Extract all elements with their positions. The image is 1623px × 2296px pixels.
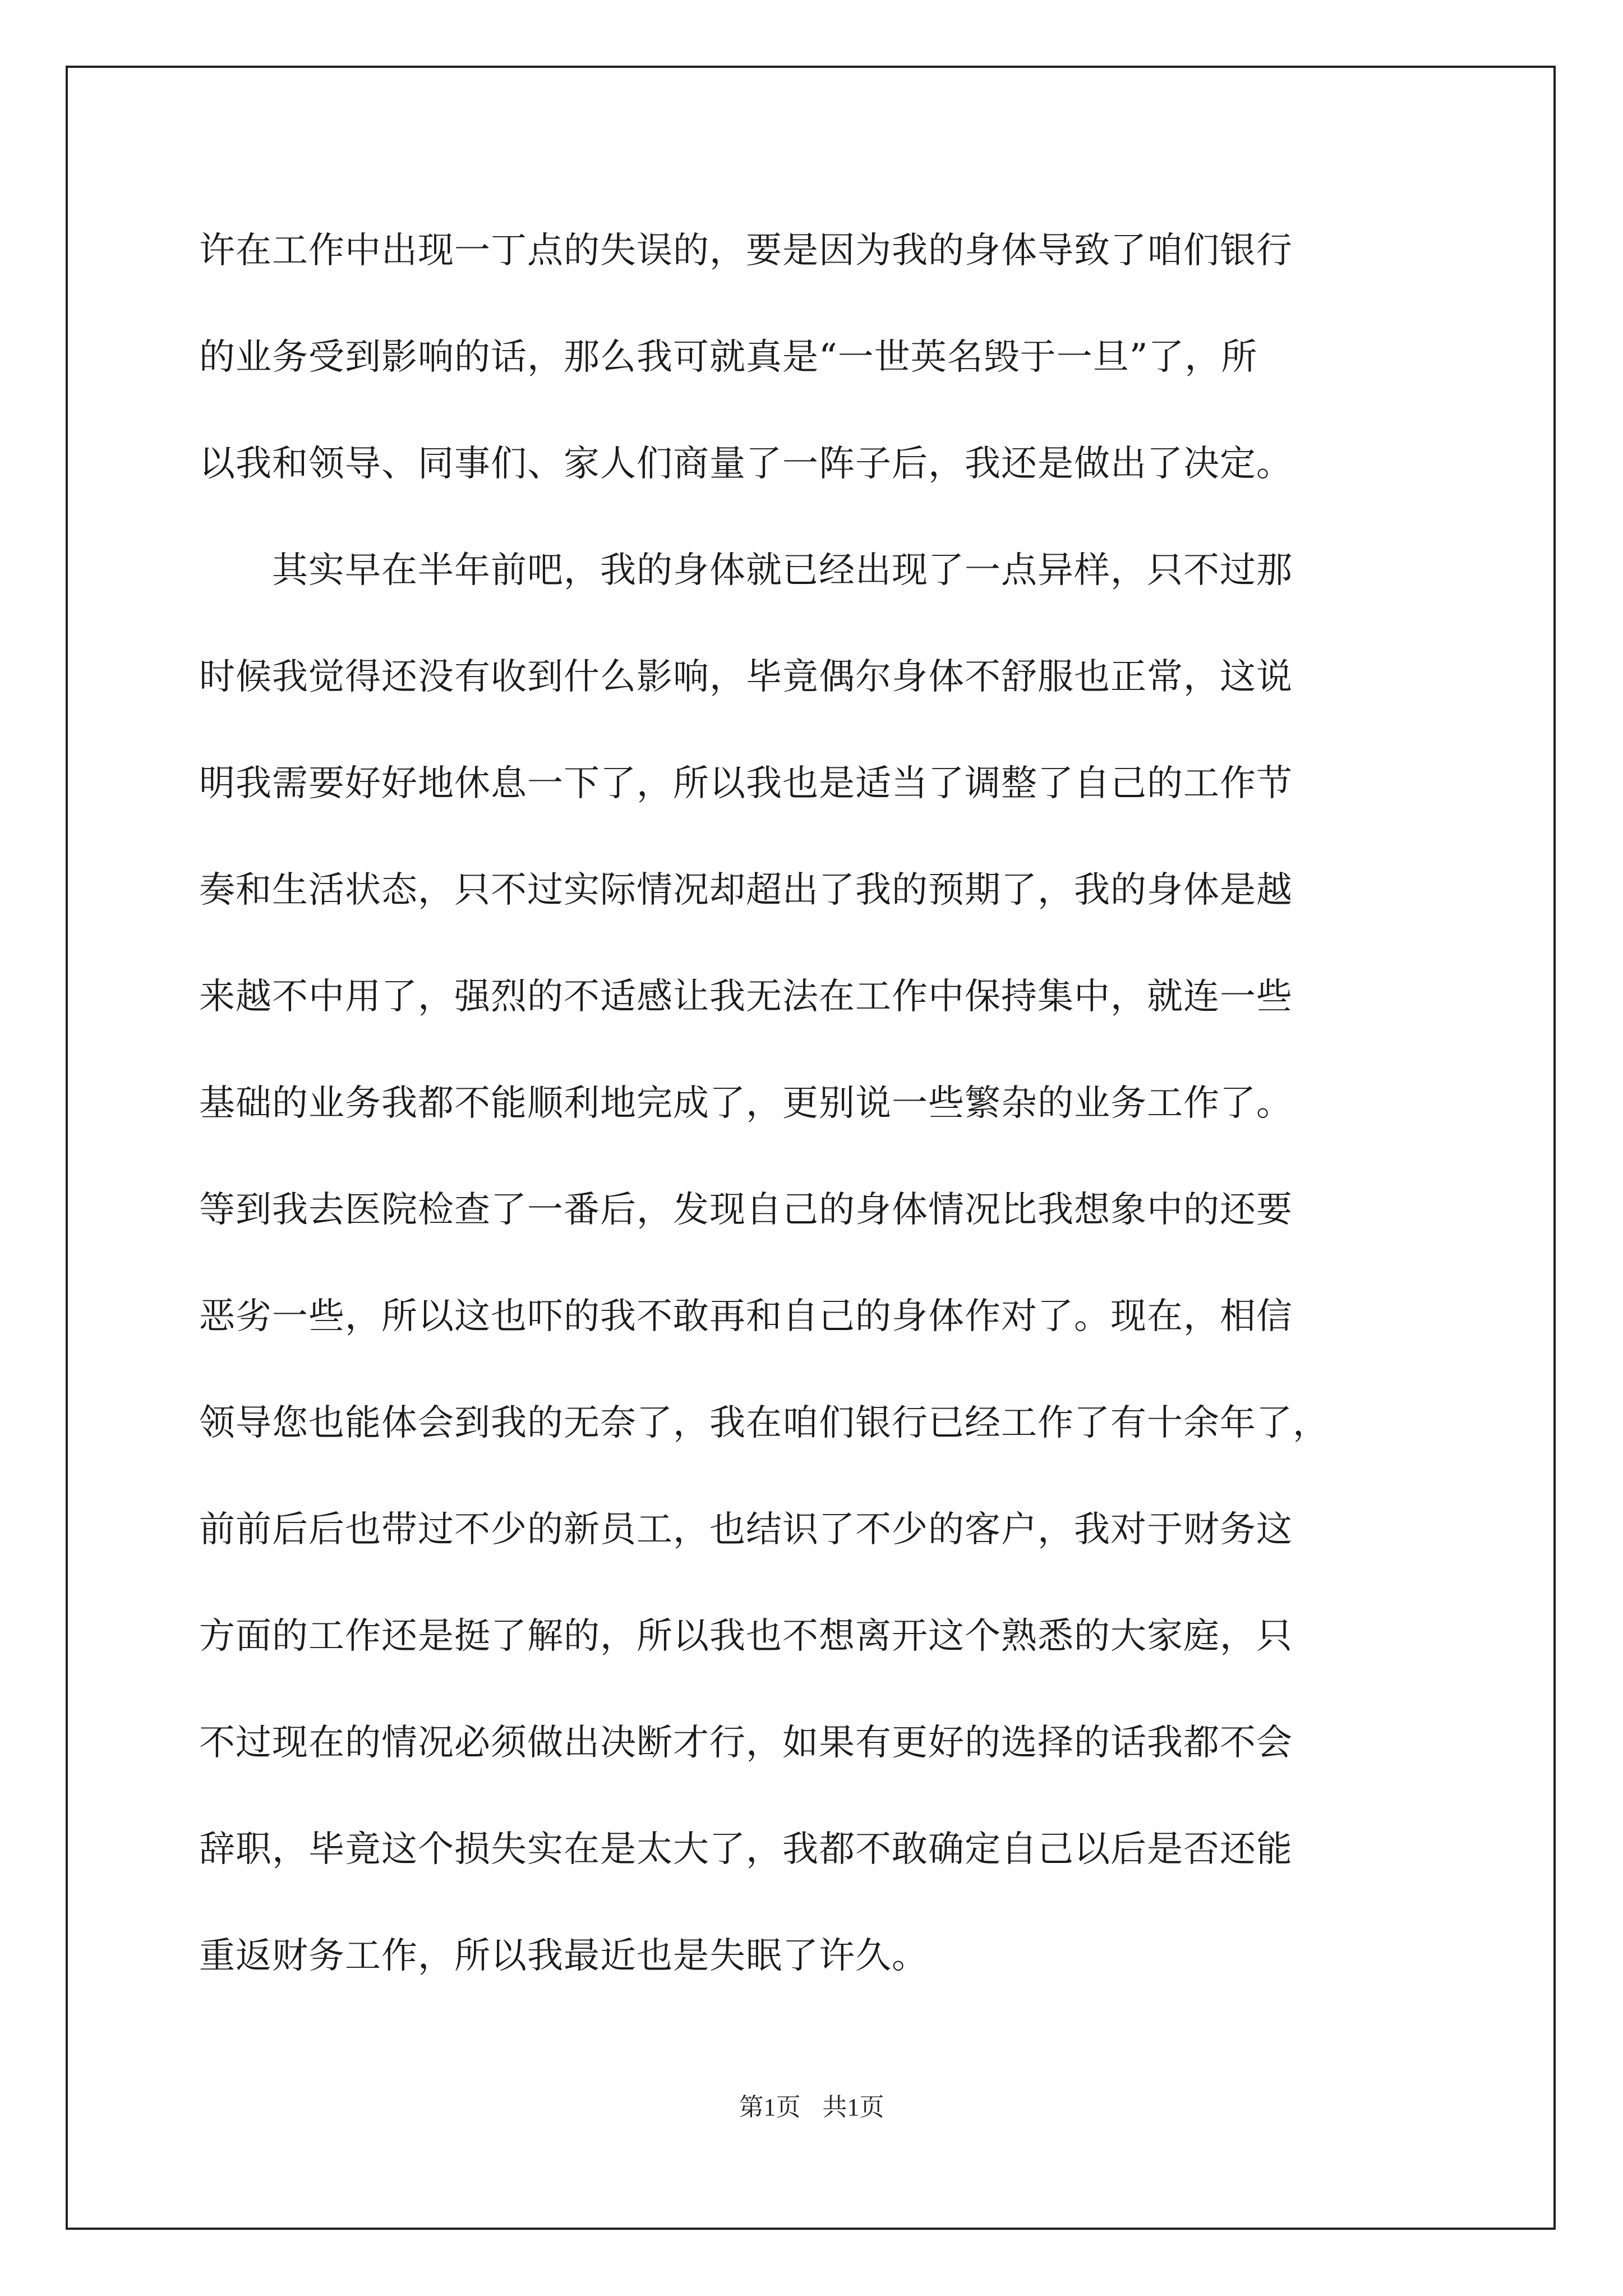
- text-line: 许在工作中出现一丁点的失误的，要是因为我的身体导致了咱们银行: [199, 230, 1293, 272]
- text-line: 来越不中用了，强烈的不适感让我无法在工作中保持集中，就连一些: [199, 976, 1293, 1018]
- text-line: 前前后后也带过不少的新员工，也结识了不少的客户，我对于财务这: [199, 1509, 1293, 1550]
- text-line: 方面的工作还是挺了解的，所以我也不想离开这个熟悉的大家庭，只: [199, 1616, 1293, 1657]
- text-line: 领导您也能体会到我的无奈了，我在咱们银行已经工作了有十余年了，: [199, 1402, 1329, 1444]
- text-line: 恶劣一些，所以这也吓的我不敢再和自己的身体作对了。现在，相信: [199, 1296, 1293, 1337]
- text-line: 奏和生活状态，只不过实际情况却超出了我的预期了，我的身体是越: [199, 869, 1293, 911]
- text-line: 明我需要好好地休息一下了，所以我也是适当了调整了自己的工作节: [199, 763, 1293, 804]
- text-line: 基础的业务我都不能顺利地完成了，更别说一些繁杂的业务工作了。: [199, 1083, 1293, 1124]
- page-total: 共1页: [822, 2093, 884, 2121]
- text-line: 的业务受到影响的话，那么我可就真是“一世英名毁于一旦”了，所: [199, 337, 1258, 378]
- text-line: 辞职，毕竟这个损失实在是太大了，我都不敢确定自己以后是否还能: [199, 1829, 1293, 1870]
- text-line: 不过现在的情况必须做出决断才行，如果有更好的选择的话我都不会: [199, 1722, 1293, 1764]
- text-line: 其实早在半年前吧，我的身体就已经出现了一点异样，只不过那: [199, 550, 1293, 591]
- page-footer: [0, 2087, 1623, 2123]
- text-line: 时候我觉得还没有收到什么影响，毕竟偶尔身体不舒服也正常，这说: [199, 656, 1293, 698]
- page-number: 第1页: [739, 2093, 801, 2121]
- document-body: [199, 197, 1427, 2009]
- text-line: 以我和领导、同事们、家人们商量了一阵子后，我还是做出了决定。: [199, 443, 1293, 485]
- text-line: 等到我去医院检查了一番后，发现自己的身体情况比我想象中的还要: [199, 1189, 1293, 1231]
- text-line: 重返财务工作，所以我最近也是失眠了许久。: [199, 1935, 928, 1977]
